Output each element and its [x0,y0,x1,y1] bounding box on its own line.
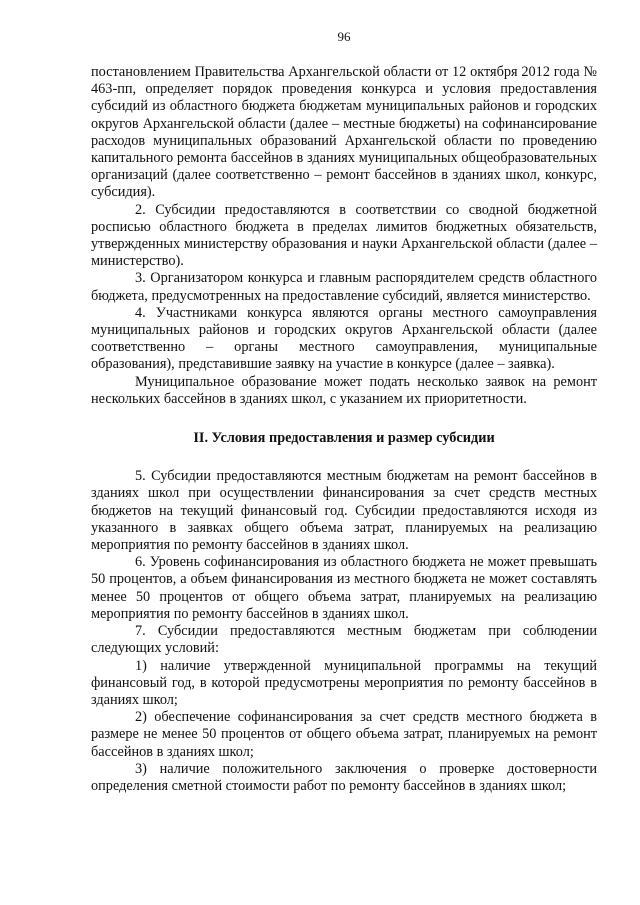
paragraph-4: 4. Участниками конкурса являются органы местного самоуправления муниципальных районов и городских округов Архангельской области (далее соответственно – органы местного самоуправления, муниципальные образования), представившие заявку на участие в конкурсе (далее – заявка). [91,304,597,373]
paragraph-4-continued: Муниципальное образование может подать несколько заявок на ремонт нескольких бассейнов в зданиях школ, с указанием их приоритетности. [91,373,597,407]
paragraph-7: 7. Субсидии предоставляются местным бюджетам при соблюдении следующих условий: [91,623,597,657]
paragraph-2: 2. Субсидии предоставляются в соответствии со сводной бюджетной росписью областного бюджета в пределах лимитов бюджетных обязательств, утвержденных министерству образования и науки Архангельской области (далее – министерство). [91,201,597,270]
page-number: 96 [337,29,351,44]
paragraph-6: 6. Уровень софинансирования из областного бюджета не может превышать 50 процентов, а объем финансирования из местного бюджета не может составлять менее 50 процентов от общего объема затрат, планируемых на реализацию мероприятия по ремонту бассейнов в зданиях школ. [91,554,597,622]
list-item-condition-2: 2) обеспечение софинансирования за счет средств местного бюджета в размере не менее 50 процентов от общего объема затрат, планируемых на ремонт бассейнов в зданиях школ; [91,709,597,760]
section-heading: II. Условия предоставления и размер субсидии [193,430,495,447]
list-item-condition-1: 1) наличие утвержденной муниципальной программы на текущий финансовый год, в которой предусмотрены мероприятия по ремонту бассейнов в зданиях школ; [91,657,597,708]
paragraph-5: 5. Субсидии предоставляются местным бюджетам на ремонт бассейнов в зданиях школ при осуществлении финансирования за счет средств местных бюджетов на текущий финансовый год. Субсидии предоставляются исходя из указанного в заявках общего объема затрат, планируемых на реализацию мероприятия по ремонту бассейнов в зданиях школ. [91,468,597,554]
list-item-condition-3: 3) наличие положительного заключения о проверке достоверности определения сметной стоимости работ по ремонту бассейнов в зданиях школ; [91,760,597,794]
paragraph-intro: постановлением Правительства Архангельской области от 12 октября 2012 года № 463-пп, определяет порядок проведения конкурса и условия предоставления субсидий из областного бюджета бюджетам муниципальных районов и городских округов Архангельской области (далее – местные бюджеты) на софинансирование расходов муниципальных образований Архангельской области по проведению капитального ремонта бассейнов в зданиях муниципальных общеобразовательных организаций (далее соответственно – ремонт бассейнов в зданиях школ, конкурс, субсидия). [91,64,597,201]
paragraph-3: 3. Организатором конкурса и главным распорядителем средств областного бюджета, предусмотренных на предоставление субсидий, является министерство. [91,270,597,304]
